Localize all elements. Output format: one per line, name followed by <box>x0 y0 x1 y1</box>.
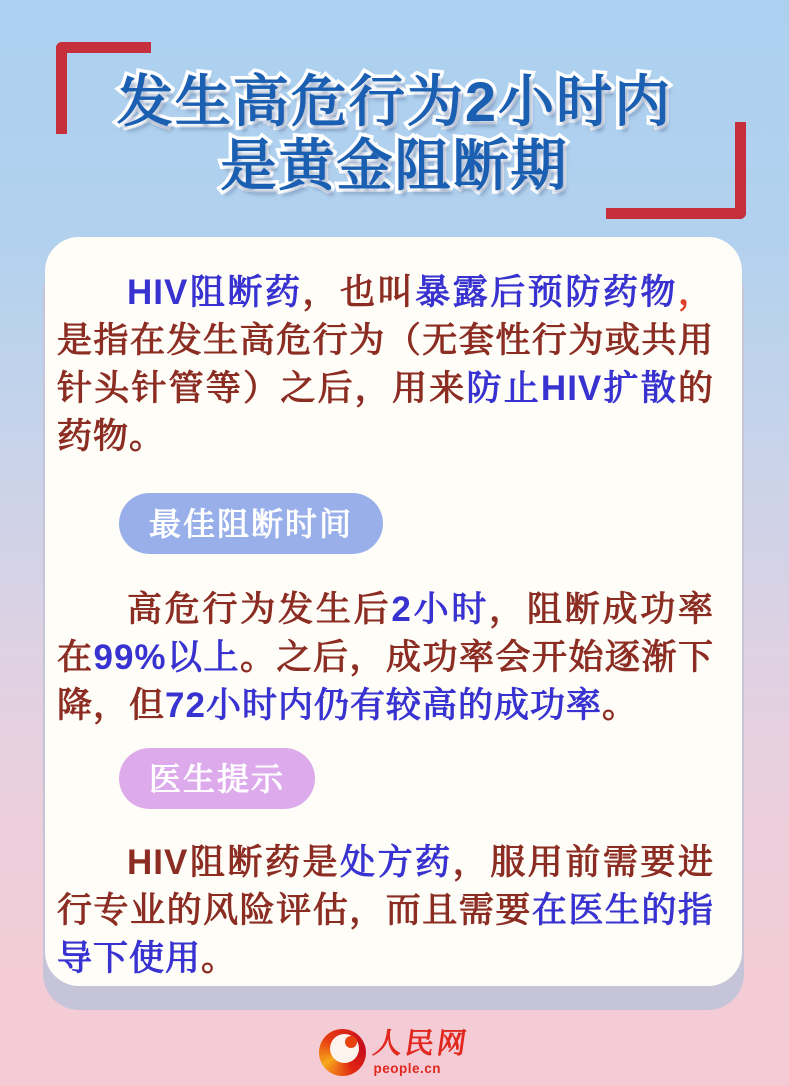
poster-title <box>0 70 789 198</box>
people-cn-logo-chinese: 人民网 <box>371 1027 472 1060</box>
people-cn-logo-text <box>371 1027 472 1076</box>
text-segment: 。 <box>601 686 638 725</box>
paragraph-intro <box>57 269 714 461</box>
text-segment: ，阻断成功率在 <box>57 590 714 677</box>
text-segment: 处方药 <box>340 843 453 882</box>
people-cn-logo-domain: people.cn <box>373 1060 441 1076</box>
text-segment: 在医生的指导下使用 <box>57 891 714 978</box>
text-segment: 防止HIV扩散 <box>466 369 678 408</box>
text-segment: 是指在发生高危行为（无套性行为或共用针头针管等）之后，用来 <box>57 321 714 408</box>
content-card <box>45 237 742 986</box>
text-segment: HIV阻断药是 <box>127 843 341 882</box>
poster-title-line-2: 是黄金阻断期 <box>220 134 569 197</box>
text-segment: ，也叫 <box>302 273 416 312</box>
paragraph-doctor-tip <box>57 839 714 983</box>
badge-doctor-tip: 医生提示 <box>119 748 315 809</box>
text-segment: ，服用前需要进行专业的风险评估，而且需要 <box>57 843 714 930</box>
text-segment: 。之后，成功率会开始逐渐下降，但 <box>57 638 714 725</box>
text-segment: 72小时内仍有较高的成功率 <box>165 686 602 725</box>
text-segment: 暴露后预防药物 <box>415 273 678 312</box>
badge-best-blocking-time: 最佳阻断时间 <box>119 493 383 554</box>
text-segment: 2小时 <box>391 590 490 629</box>
paragraph-best-blocking-time <box>57 586 714 730</box>
poster-title-line-1: 发生高危行为2小时内 <box>116 70 673 133</box>
text-segment: 的药物。 <box>57 369 714 456</box>
text-segment: 高危行为发生后 <box>127 590 392 629</box>
text-segment: 99%以上 <box>93 638 241 677</box>
people-cn-logo-icon <box>319 1029 366 1076</box>
text-segment: ， <box>677 273 714 312</box>
text-segment: HIV阻断药 <box>127 273 303 312</box>
footer-logo <box>0 1029 789 1076</box>
text-segment: 。 <box>201 939 238 978</box>
